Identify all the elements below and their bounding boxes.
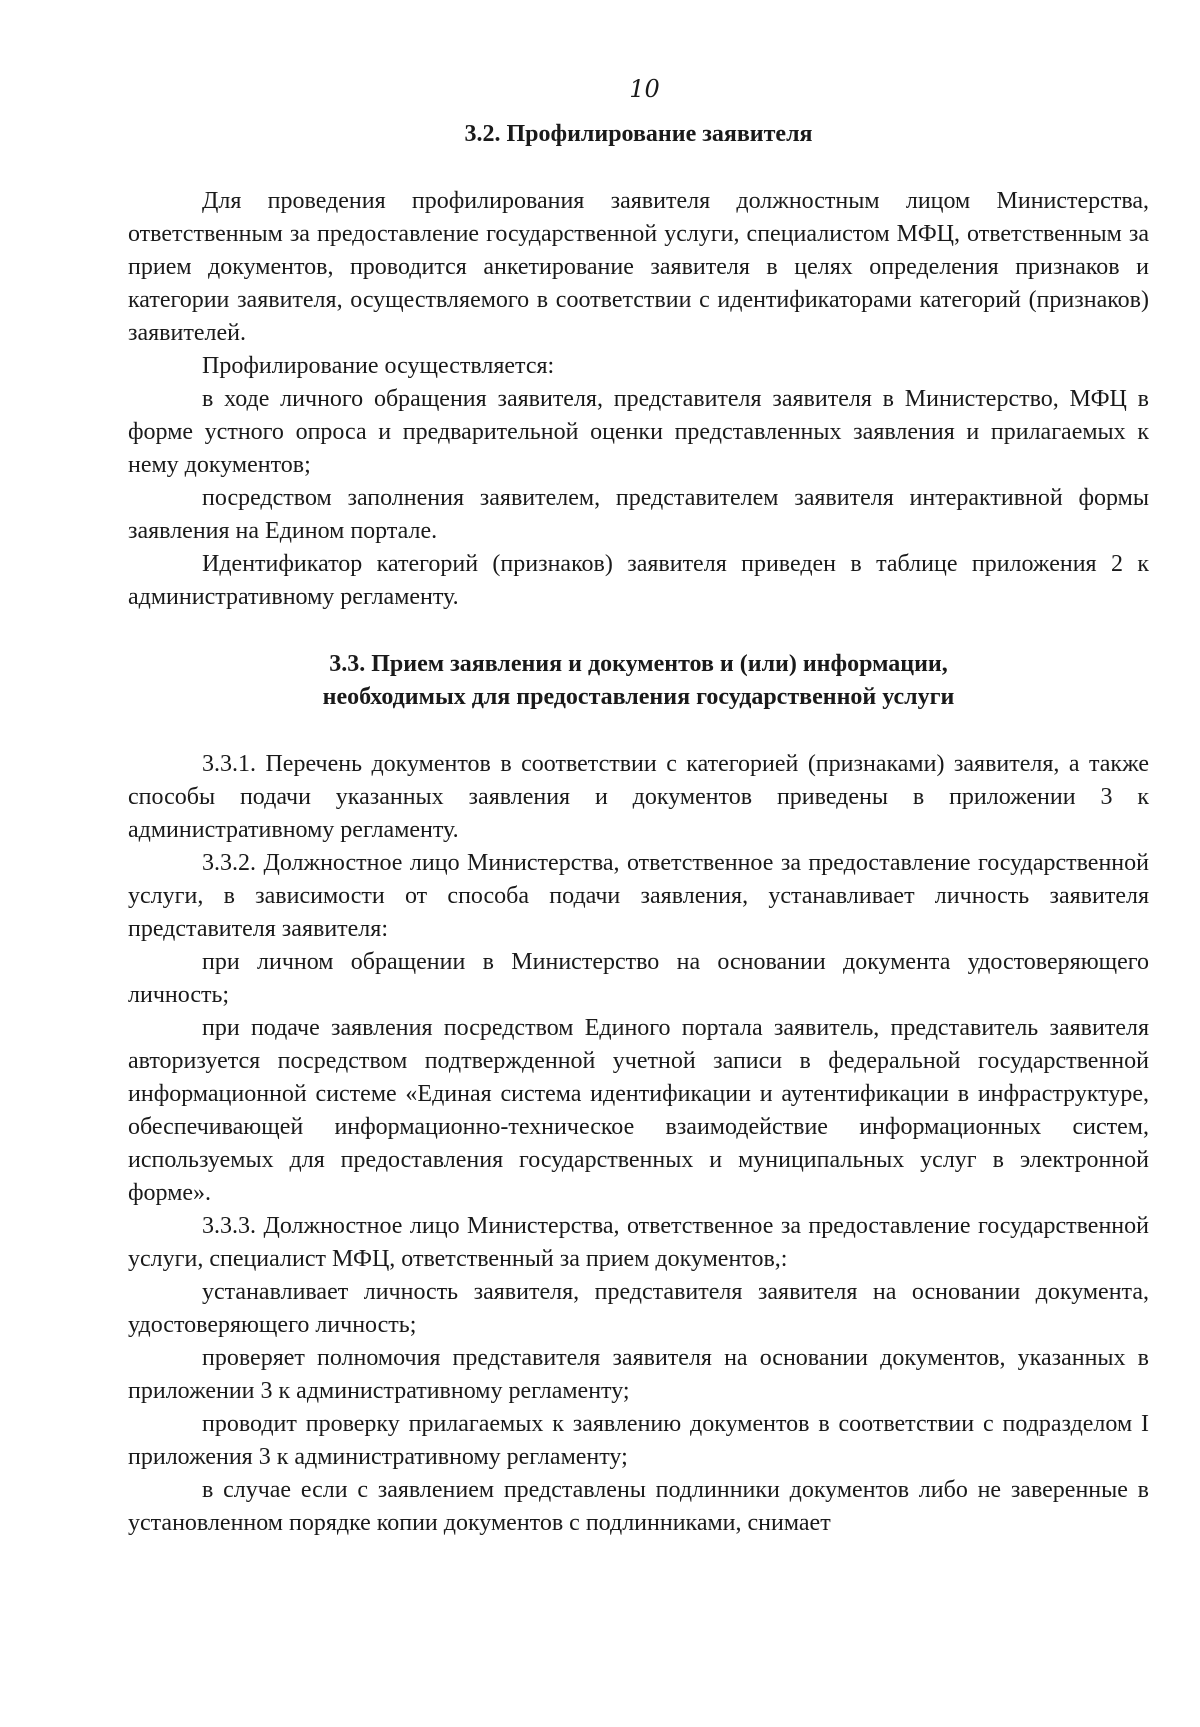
paragraph: 3.3.1. Перечень документов в соответствии с категорией (признаками) заявителя, а также способы подачи указанных заявления и документов приведены в приложении 3 к административному регламенту. [128, 751, 1149, 843]
paragraph: посредством заполнения заявителем, представителем заявителя интерактивной формы заявления на Едином портале. [128, 485, 1149, 544]
paragraph: в ходе личного обращения заявителя, представителя заявителя в Министерство, МФЦ в форме устного опроса и предварительной оценки представленных заявления и прилагаемых к нему документов; [128, 386, 1149, 478]
section-heading [128, 648, 1149, 714]
paragraph: устанавливает личность заявителя, представителя заявителя на основании документа, удостоверяющего личность; [128, 1279, 1149, 1338]
paragraph: 3.3.3. Должностное лицо Министерства, ответственное за предоставление государственной услуги, специалист МФЦ, ответственный за прием документов,: [128, 1213, 1149, 1272]
document-page [128, 60, 1149, 1540]
section-heading-line: 3.2. Профилирование заявителя [464, 121, 813, 147]
section-3-3 [128, 648, 1149, 1540]
paragraph: при подаче заявления посредством Единого портала заявитель, представитель заявителя авторизуется посредством подтвержденной учетной записи в федеральной государственной информационной системе «Единая система идентификации и аутентификации в инфраструктуре, обеспечивающей информационно-техническое взаимодействие информационных систем, используемых для предоставления государственных и муниципальных услуг в электронной форме». [128, 1015, 1149, 1206]
section-heading-line: 3.3. Прием заявления и документов и (или) информации, [329, 651, 948, 677]
paragraph: Для проведения профилирования заявителя должностным лицом Министерства, ответственным за предоставление государственной услуги, специалистом МФЦ, ответственным за прием документов, проводится анкетирование заявителя в целях определения признаков и категории заявителя, осуществляемого в соответствии с идентификаторами категорий (признаков) заявителей. [128, 188, 1149, 346]
paragraph: проводит проверку прилагаемых к заявлению документов в соответствии с подразделом I приложения 3 к административному регламенту; [128, 1411, 1149, 1470]
page-number: 10 [629, 75, 660, 103]
section-3-2 [128, 118, 1149, 614]
paragraph: Идентификатор категорий (признаков) заявителя приведен в таблице приложения 2 к административному регламенту. [128, 551, 1149, 610]
paragraph: проверяет полномочия представителя заявителя на основании документов, указанных в приложении 3 к административному регламенту; [128, 1345, 1149, 1404]
paragraph: при личном обращении в Министерство на основании документа удостоверяющего личность; [128, 949, 1149, 1008]
section-heading-line: необходимых для предоставления государственной услуги [322, 684, 955, 710]
paragraph: в случае если с заявлением представлены подлинники документов либо не заверенные в установленном порядке копии документов с подлинниками, снимает [128, 1477, 1149, 1536]
section-heading [128, 118, 1149, 151]
paragraph: 3.3.2. Должностное лицо Министерства, ответственное за предоставление государственной услуги, в зависимости от способа подачи заявления, устанавливает личность заявителя представителя заявителя: [128, 850, 1149, 942]
paragraph: Профилирование осуществляется: [202, 353, 555, 379]
